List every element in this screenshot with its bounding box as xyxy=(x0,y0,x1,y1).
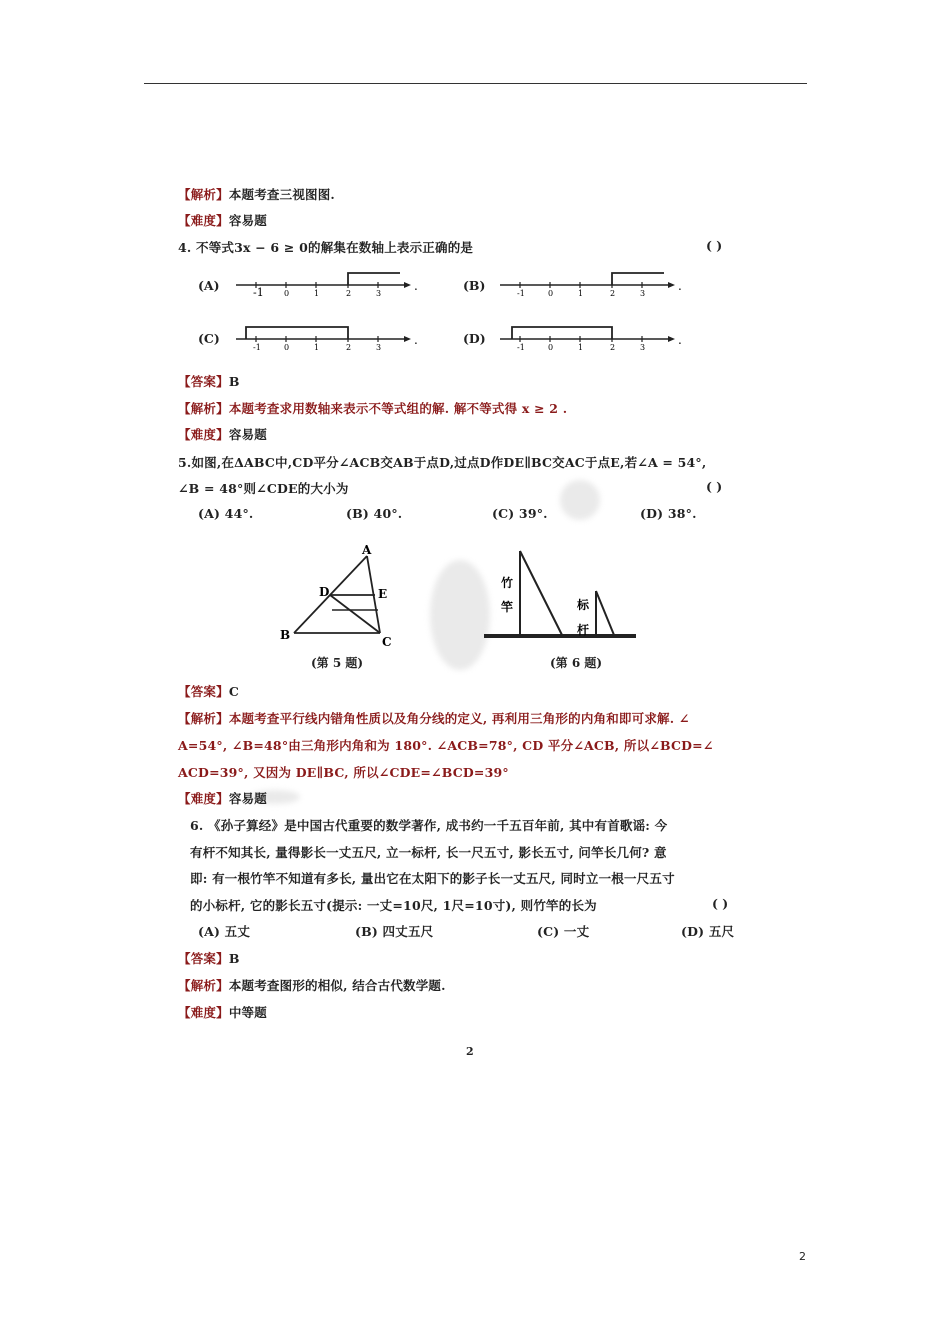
tick-label: 2 xyxy=(610,343,616,352)
q4-stem: 4. 不等式3x − 6 ≥ 0的解集在数轴上表示正确的是 xyxy=(178,240,474,255)
q4-numberline-d xyxy=(498,322,688,352)
tick-label: 2 xyxy=(346,289,352,298)
q5-option-c: (C) 39°. xyxy=(492,506,548,521)
q6-stem-line2: 有杆不知其长, 量得影长一丈五尺, 立一标杆, 长一尺五寸, 影长五寸, 问竿长几何? 意 xyxy=(190,845,667,860)
q6-answer-paren: ( ) xyxy=(712,896,729,911)
q6-stem-line1: 6. 《孙子算经》是中国古代重要的数学著作, 成书约一千五百年前, 其中有首歌谣: 今 xyxy=(190,818,668,833)
q4-answer: 【答案】B xyxy=(178,374,240,389)
tick-label: 2 xyxy=(346,343,352,352)
tick-label: 3 xyxy=(376,343,382,352)
q5-option-a: (A) 44°. xyxy=(198,506,254,521)
q6-answer: 【答案】B xyxy=(178,951,240,966)
fragment-explain: 【解析】本题考查三视图图. xyxy=(178,187,335,202)
tick-label: 1 xyxy=(314,289,320,298)
vertex-label-c: C xyxy=(382,635,392,649)
tick-label: 3 xyxy=(376,289,382,298)
stick-label-2: 杆 xyxy=(577,623,590,637)
q4-answer-paren: ( ) xyxy=(706,238,723,253)
tick-label: 1 xyxy=(578,343,584,352)
tick-label: 1 xyxy=(314,343,320,352)
q5-stem-line2: ∠B = 48°则∠CDE的大小为 xyxy=(178,481,349,496)
q4-option-a-label: (A) xyxy=(198,278,220,293)
tick-label: -1 xyxy=(253,343,261,352)
q6-pole-figure xyxy=(478,545,643,645)
q4-option-d-end: . xyxy=(678,333,682,347)
tick-label: 0 xyxy=(548,289,554,298)
tick-label: -1 xyxy=(253,286,264,298)
tick-label: 2 xyxy=(610,289,616,298)
q5-explain-line2: A=54°, ∠B=48°由三角形内角和为 180°. ∠ACB=78°, CD 平分∠ACB, 所以∠BCD=∠ xyxy=(178,738,714,753)
outer-page-number: 2 xyxy=(799,1250,806,1263)
scan-smudge xyxy=(560,480,600,520)
q5-answer: 【答案】C xyxy=(178,684,239,699)
q4-option-d-label: (D) xyxy=(463,331,486,346)
q4-numberline-b xyxy=(498,268,688,298)
q5-option-d: (D) 38°. xyxy=(640,506,697,521)
q6-stem-line4: 的小标杆, 它的影长五寸(提示: 一丈=10尺, 1尺=10寸), 则竹竿的长为 xyxy=(190,898,597,913)
q6-option-b: (B) 四丈五尺 xyxy=(355,924,434,939)
q6-option-d: (D) 五尺 xyxy=(681,924,735,939)
vertex-label-b: B xyxy=(280,628,291,642)
pole-label-1: 竹 xyxy=(501,576,514,590)
tick-label: 3 xyxy=(640,343,646,352)
q5-explain-line1: 【解析】本题考查平行线内错角性质以及角分线的定义, 再利用三角形的内角和即可求解. ∠ xyxy=(178,711,690,726)
tick-label: 0 xyxy=(548,343,554,352)
q6-figure-caption: (第 6 题) xyxy=(550,656,603,670)
stick-label-1: 标 xyxy=(577,598,590,612)
q4-option-b-end: . xyxy=(678,279,682,293)
pole-label-2: 竿 xyxy=(501,600,514,614)
q6-stem-line3: 即: 有一根竹竿不知道有多长, 量出它在太阳下的影子长一丈五尺, 同时立一根一尺五寸 xyxy=(190,871,675,886)
vertex-label-d: D xyxy=(319,585,330,599)
tick-label: 3 xyxy=(640,289,646,298)
q5-explain-line3: ACD=39°, 又因为 DE∥BC, 所以∠CDE=∠BCD=39° xyxy=(178,765,509,780)
q5-difficulty: 【难度】容易题 xyxy=(178,791,267,806)
q6-explain: 【解析】本题考查图形的相似, 结合古代数学题. xyxy=(178,978,446,993)
q4-option-c-label: (C) xyxy=(198,331,220,346)
q5-triangle-figure xyxy=(274,540,404,655)
q5-figure-caption: (第 5 题) xyxy=(311,656,364,670)
q4-option-a-end: . xyxy=(414,279,418,293)
q4-option-b-label: (B) xyxy=(463,278,486,293)
q4-difficulty: 【难度】容易题 xyxy=(178,427,267,442)
tick-label: 0 xyxy=(284,343,290,352)
q6-option-a: (A) 五丈 xyxy=(198,924,251,939)
header-rule xyxy=(144,83,807,84)
q5-option-b: (B) 40°. xyxy=(346,506,403,521)
q5-stem-line1: 5.如图,在ΔABC中,CD平分∠ACB交AB于点D,过点D作DE∥BC交AC于点E,若∠A = 54°, xyxy=(178,455,707,470)
q4-explain: 【解析】本题考查求用数轴来表示不等式组的解. 解不等式得 x ≥ 2 . xyxy=(178,401,568,416)
tick-label: 1 xyxy=(578,289,584,298)
q5-answer-paren: ( ) xyxy=(706,479,723,494)
q4-option-c-end: . xyxy=(414,333,418,347)
q4-numberline-a xyxy=(234,268,424,298)
tick-label: 0 xyxy=(284,289,290,298)
fragment-difficulty: 【难度】容易题 xyxy=(178,213,267,228)
vertex-label-a: A xyxy=(362,543,372,557)
q6-difficulty: 【难度】中等题 xyxy=(178,1005,267,1020)
tick-label: -1 xyxy=(517,289,525,298)
q6-option-c: (C) 一丈 xyxy=(537,924,590,939)
inner-page-number: 2 xyxy=(466,1045,474,1058)
vertex-label-e: E xyxy=(378,587,388,601)
q4-numberline-c xyxy=(234,322,424,352)
tick-label: -1 xyxy=(517,343,525,352)
